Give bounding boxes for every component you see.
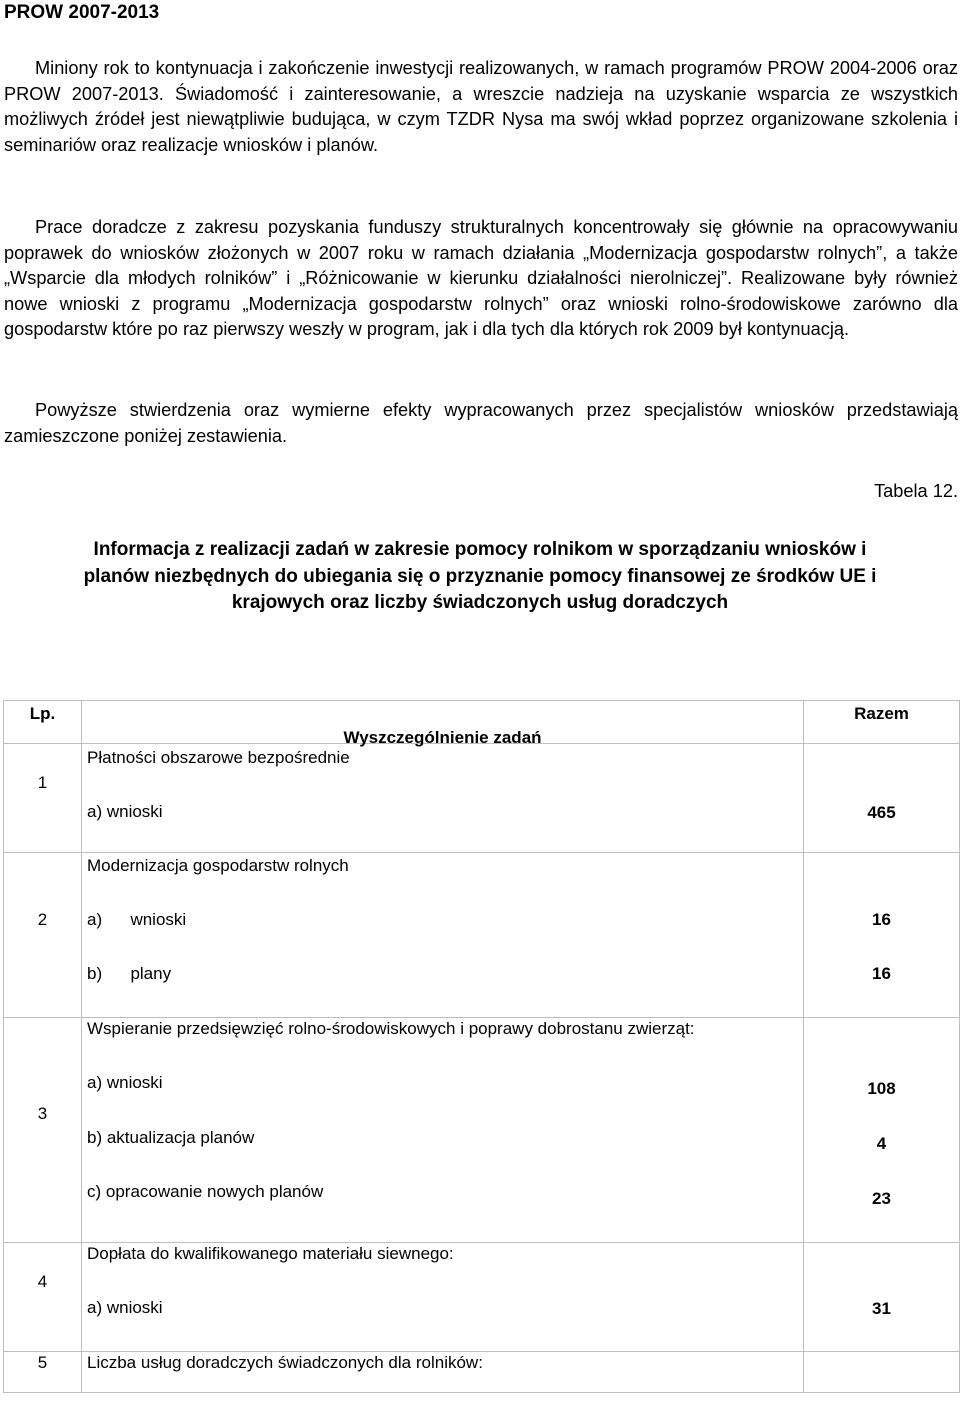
table-title-line: Informacja z realizacji zadań w zakresie pomocy rolnikom w sporządzaniu wniosków i — [93, 539, 867, 560]
header-sum: Razem — [854, 704, 909, 723]
table-row — [4, 744, 960, 853]
table-label: Tabela 12. — [874, 481, 958, 501]
paragraph-3-text: Powyższe stwierdzenia oraz wymierne efekty wypracowanych przez specjalistów wniosków przedstawiają zamieszczone poniżej zestawienia. — [4, 400, 958, 446]
header-lp: Lp. — [29, 704, 56, 723]
row-item-label: a) wnioski — [87, 1298, 163, 1317]
row-title: Dopłata do kwalifikowanego materiału siewnego: — [87, 1244, 454, 1263]
row-title: Liczba usług doradczych świadczonych dla rolników: — [87, 1353, 483, 1372]
header-cell-sum — [804, 701, 960, 744]
lp-cell — [4, 853, 82, 1018]
table-header-row — [4, 701, 960, 744]
row-item-value: 16 — [872, 910, 891, 929]
header-cell-lp — [4, 701, 82, 744]
table-row — [4, 853, 960, 1018]
sum-cell — [804, 1018, 960, 1243]
row-item-value: 23 — [872, 1189, 891, 1208]
lp-cell — [4, 744, 82, 853]
row-number: 3 — [37, 1104, 48, 1123]
desc-cell — [82, 853, 804, 1018]
table-row — [4, 1352, 960, 1393]
lp-cell — [4, 1243, 82, 1352]
desc-cell — [82, 1352, 804, 1393]
row-title: Płatności obszarowe bezpośrednie — [87, 748, 350, 767]
sum-cell — [804, 853, 960, 1018]
row-title: Modernizacja gospodarstw rolnych — [87, 856, 349, 875]
row-item-label: c) opracowanie nowych planów — [87, 1182, 324, 1201]
desc-cell — [82, 744, 804, 853]
row-item-value: 465 — [867, 803, 896, 822]
section-heading: PROW 2007-2013 — [4, 2, 160, 23]
table-row — [4, 1243, 960, 1352]
paragraph-1-text: Miniony rok to kontynuacja i zakończenie inwestycji realizowanych, w ramach programów PROW 2004-2006 oraz PROW 2007-2013. Świadomość i zainteresowanie, a wreszcie nadzieja na uzyskanie wsparcia ze wszystkich możliwych źródeł jest niewątpliwie budująca, w czym TZDR Nysa ma swój wkład poprzez organizowane szkolenia i seminariów oraz realizacje wniosków i planów. — [4, 58, 958, 155]
table-title-line: planów niezbędnych do ubiegania się o przyznanie pomocy finansowej ze środków UE i — [83, 565, 877, 587]
lp-cell — [4, 1352, 82, 1393]
row-item-label: b) plany — [87, 964, 172, 983]
table-title-line: krajowych oraz liczby świadczonych usług doradczych — [231, 592, 729, 613]
sum-cell — [804, 1352, 960, 1393]
row-title: Wspieranie przedsięwzięć rolno-środowiskowych i poprawy dobrostanu zwierząt: — [87, 1019, 695, 1038]
row-item-value: 31 — [872, 1299, 891, 1318]
paragraph-3 — [4, 398, 958, 449]
header-desc: Wyszczególnienie zadań — [343, 728, 542, 747]
paragraph-2-text: Prace doradcze z zakresu pozyskania funduszy strukturalnych koncentrowały się głównie na opracowywaniu poprawek do wniosków złożonych w 2007 roku w ramach działania „Modernizacja gospodarstw rolnych”, a także „Wsparcie dla młodych rolników” i „Różnicowanie w kierunku działalności nierolniczej”. Realizowane były również nowe wnioski z programu „Modernizacja gospodarstw rolnych” oraz wnioski rolno-środowiskowe zarówno dla gospodarstw które po raz pierwszy weszły w program, jak i dla tych dla których rok 2009 był kontynuacją. — [4, 217, 958, 339]
row-item-label: a) wnioski — [87, 910, 187, 929]
sum-cell — [804, 744, 960, 853]
row-number: 4 — [37, 1272, 48, 1291]
table-row — [4, 1018, 960, 1243]
lp-cell — [4, 1018, 82, 1243]
desc-cell — [82, 1243, 804, 1352]
tasks-table — [3, 700, 960, 1393]
row-number: 5 — [37, 1353, 48, 1372]
row-item-label: a) wnioski — [87, 802, 163, 821]
paragraph-1 — [4, 56, 958, 158]
row-item-label: b) aktualizacja planów — [87, 1128, 255, 1147]
row-item-value: 4 — [876, 1134, 887, 1153]
table-title — [0, 537, 960, 617]
desc-cell — [82, 1018, 804, 1243]
header-cell-desc — [82, 701, 804, 747]
row-number: 1 — [37, 773, 48, 792]
row-item-value: 108 — [867, 1079, 896, 1098]
sum-cell — [804, 1243, 960, 1352]
paragraph-2 — [4, 215, 958, 343]
row-number: 2 — [37, 910, 48, 929]
row-item-value: 16 — [872, 964, 891, 983]
row-item-label: a) wnioski — [87, 1073, 163, 1092]
